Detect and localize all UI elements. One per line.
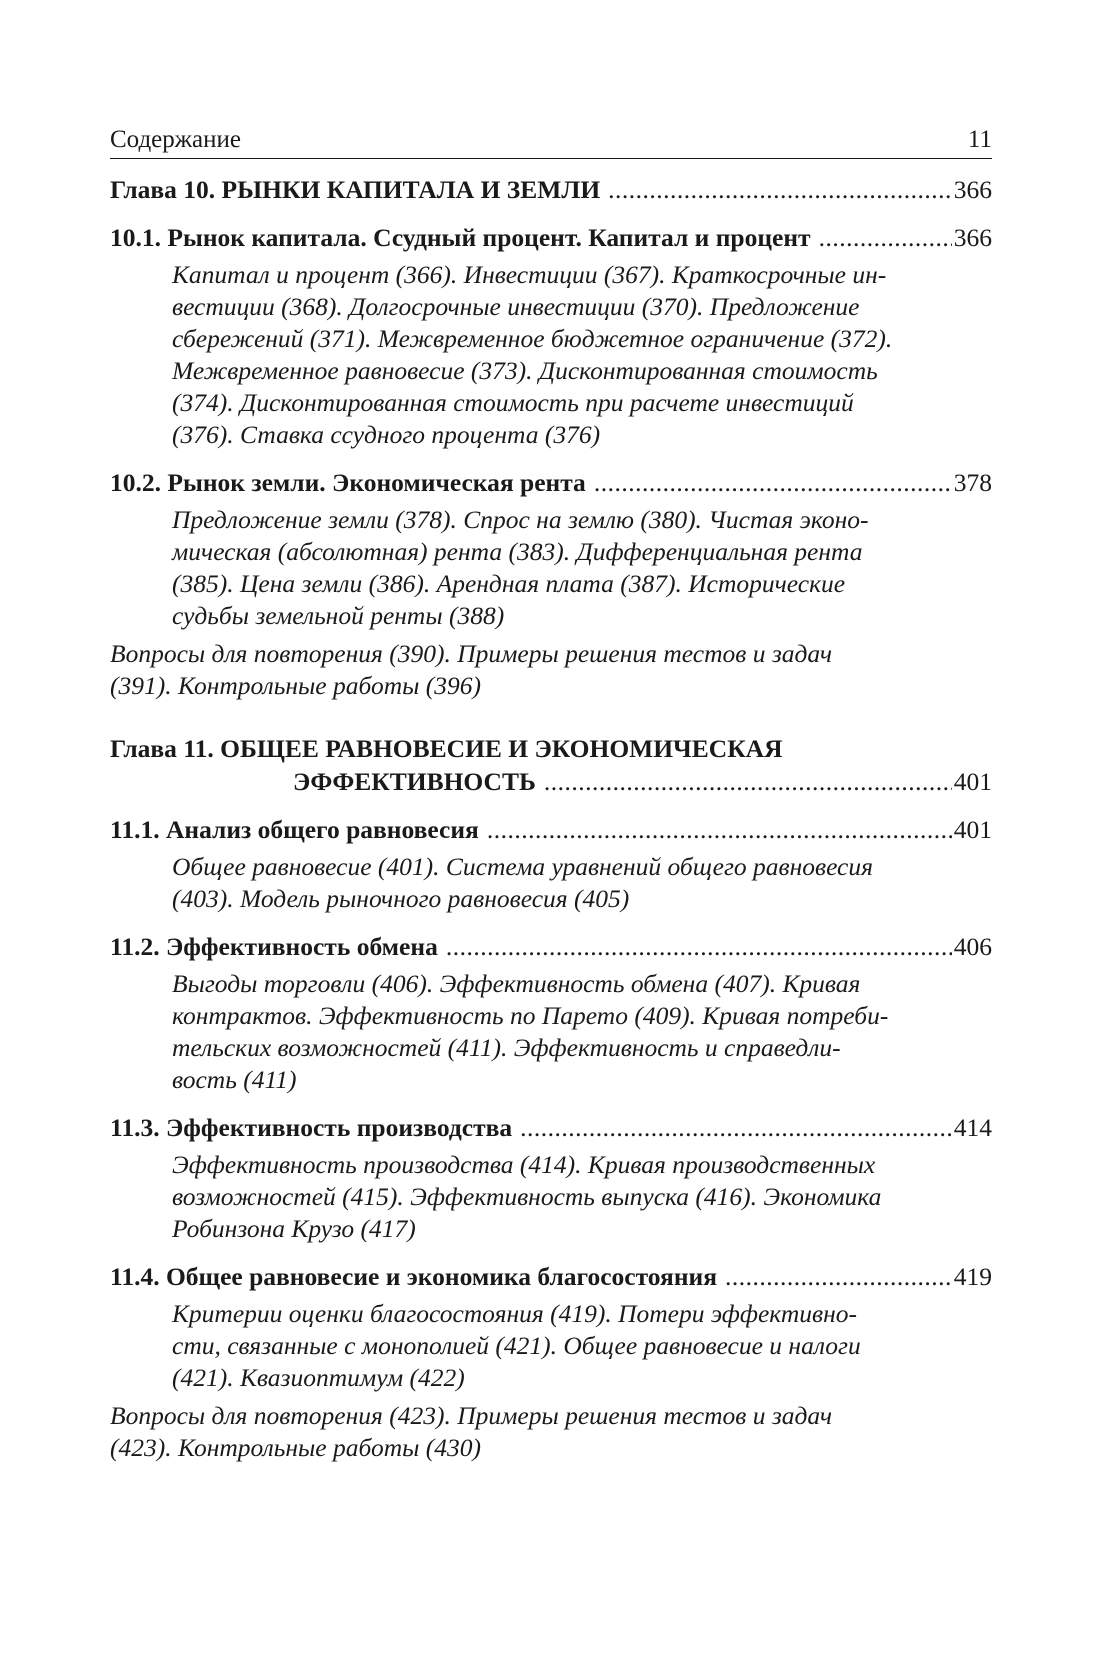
description-line: Межвременное равновесие (373). Дисконтированная стоимость [172, 356, 878, 385]
section-description [110, 968, 892, 1096]
section-page-number: 419 [953, 1262, 992, 1291]
description-line: (374). Дисконтированная стоимость при расчете инвестиций [172, 388, 854, 417]
description-line: возможностей (415). Эффективность выпуска (416). Экономика [172, 1182, 882, 1211]
dot-leader [725, 1260, 952, 1293]
section-description [110, 851, 892, 915]
chapter-heading[interactable] [110, 173, 992, 206]
dot-leader [446, 930, 952, 963]
section-heading[interactable] [110, 1260, 992, 1293]
dot-leader [594, 466, 952, 499]
dot-leader [819, 221, 952, 254]
description-line: Критерии оценки благосостояния (419). Потери эффективно- [172, 1299, 857, 1328]
section-title: 11.2. Эффективность обмена [110, 932, 438, 961]
description-line: мическая (абсолютная) рента (383). Дифференциальная рента [172, 537, 863, 566]
section-heading[interactable] [110, 1111, 992, 1144]
section-heading[interactable] [110, 466, 992, 499]
description-line: (385). Цена земли (386). Арендная плата (387). Исторические [172, 569, 846, 598]
toc-page [110, 124, 992, 1464]
section-page-number: 366 [953, 223, 992, 252]
section-description [110, 1298, 892, 1394]
description-line: (403). Модель рыночного равновесия (405) [172, 884, 630, 913]
description-line: Предложение земли (378). Спрос на землю (380). Чистая эконо- [172, 505, 869, 534]
running-head [110, 124, 992, 159]
description-line: Эффективность производства (414). Кривая производственных [172, 1150, 876, 1179]
description-line: Выгоды торговли (406). Эффективность обмена (407). Кривая [172, 969, 861, 998]
section-title: 10.2. Рынок земли. Экономическая рента [110, 468, 586, 497]
section-page-number: 378 [953, 468, 992, 497]
review-block [110, 638, 992, 702]
description-line: Общее равновесие (401). Система уравнений общего равновесия [172, 852, 873, 881]
description-line: сти, связанные с монополией (421). Общее равновесие и налоги [172, 1331, 861, 1360]
section-11-1 [110, 813, 992, 915]
section-title: 11.4. Общее равновесие и экономика благосостояния [110, 1262, 718, 1291]
description-line: Робинзона Крузо (417) [172, 1214, 416, 1243]
section-title: 11.1. Анализ общего равновесия [110, 815, 479, 844]
running-head-page-number: 11 [967, 126, 992, 153]
section-heading[interactable] [110, 930, 992, 963]
running-head-title: Содержание [110, 126, 241, 153]
section-11-4 [110, 1260, 992, 1394]
section-10-1 [110, 221, 992, 451]
review-line: Вопросы для повторения (423). Примеры решения тестов и задач [110, 1401, 832, 1430]
section-page-number: 401 [953, 815, 992, 844]
section-description [110, 259, 892, 451]
dot-leader [487, 813, 952, 846]
description-line: (421). Квазиоптимум (422) [172, 1363, 465, 1392]
chapter-heading[interactable] [110, 765, 992, 798]
dot-leader [544, 765, 952, 798]
section-11-3 [110, 1111, 992, 1245]
section-title: 11.3. Эффективность производства [110, 1113, 513, 1142]
chapter-11 [110, 732, 992, 1464]
chapter-10 [110, 173, 992, 702]
description-line: вость (411) [172, 1065, 297, 1094]
chapter-page-number: 401 [953, 767, 992, 796]
chapter-page-number: 366 [953, 175, 992, 204]
section-description [110, 504, 892, 632]
section-11-2 [110, 930, 992, 1096]
section-page-number: 414 [953, 1113, 992, 1142]
description-line: Капитал и процент (366). Инвестиции (367). Краткосрочные ин- [172, 260, 887, 289]
dot-leader [608, 173, 952, 206]
section-description [110, 1149, 892, 1245]
dot-leader [520, 1111, 952, 1144]
review-line: (391). Контрольные работы (396) [110, 671, 481, 700]
description-line: сбережений (371). Межвременное бюджетное ограничение (372). [172, 324, 893, 353]
section-page-number: 406 [953, 932, 992, 961]
section-heading[interactable] [110, 221, 992, 254]
description-line: вестиции (368). Долгосрочные инвестиции (370). Предложение [172, 292, 860, 321]
section-10-2 [110, 466, 992, 632]
description-line: тельских возможностей (411). Эффективность и справедли- [172, 1033, 841, 1062]
section-heading[interactable] [110, 813, 992, 846]
review-line: Вопросы для повторения (390). Примеры решения тестов и задач [110, 639, 832, 668]
description-line: контрактов. Эффективность по Парето (409). Кривая потреби- [172, 1001, 889, 1030]
chapter-title: Глава 11. ОБЩЕЕ РАВНОВЕСИЕ И ЭКОНОМИЧЕСКАЯ [110, 734, 783, 763]
chapter-title: Глава 10. РЫНКИ КАПИТАЛА И ЗЕМЛИ [110, 175, 601, 204]
chapter-title-continued: ЭФФЕКТИВНОСТЬ [293, 767, 536, 796]
review-block [110, 1400, 992, 1464]
review-line: (423). Контрольные работы (430) [110, 1433, 481, 1462]
description-line: (376). Ставка ссудного процента (376) [172, 420, 601, 449]
description-line: судьбы земельной ренты (388) [172, 601, 505, 630]
section-title: 10.1. Рынок капитала. Ссудный процент. Капитал и процент [110, 223, 811, 252]
